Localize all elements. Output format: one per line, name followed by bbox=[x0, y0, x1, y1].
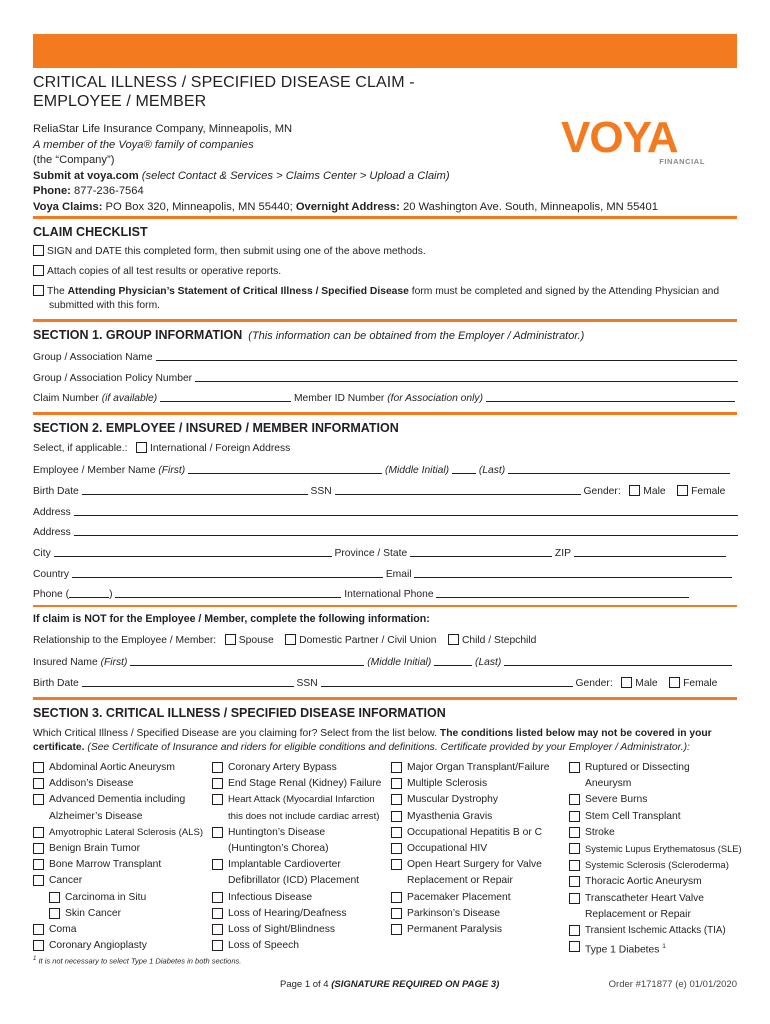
checkbox[interactable] bbox=[33, 827, 44, 838]
page-footer bbox=[280, 979, 499, 990]
footnote-mark: 1 bbox=[662, 943, 666, 951]
field-label: Province / State bbox=[334, 548, 408, 559]
field-note: (Last) bbox=[478, 465, 506, 476]
field-label: Address bbox=[33, 527, 71, 538]
checkbox[interactable] bbox=[212, 908, 223, 919]
field-note: (Middle Initial) bbox=[367, 657, 432, 668]
address-field[interactable] bbox=[74, 525, 738, 536]
condition-label: Alzheimer’s Disease bbox=[49, 810, 143, 822]
claims-label: Voya Claims: bbox=[33, 200, 103, 213]
company-alias: (the “Company”) bbox=[33, 154, 115, 167]
condition-label: Myasthenia Gravis bbox=[407, 810, 493, 822]
field-note: (if available) bbox=[101, 393, 158, 404]
submit-label[interactable]: Submit at voya.com bbox=[33, 169, 139, 182]
checkbox[interactable] bbox=[33, 843, 44, 854]
signature-note: (SIGNATURE REQUIRED ON PAGE 3) bbox=[331, 979, 500, 990]
field-label: Birth Date bbox=[33, 678, 79, 689]
checkbox[interactable] bbox=[33, 285, 44, 296]
footnote-mark: 1 bbox=[33, 956, 37, 962]
title-line-1: CRITICAL ILLNESS / SPECIFIED DISEASE CLAIM - bbox=[33, 74, 415, 91]
checkbox[interactable] bbox=[33, 265, 44, 276]
overnight-label: Overnight Address: bbox=[295, 200, 400, 213]
checkbox[interactable] bbox=[49, 908, 60, 919]
section2-heading: SECTION 2. EMPLOYEE / INSURED / MEMBER INFORMATION bbox=[33, 421, 399, 435]
overnight-address: 20 Washington Ave. South, Minneapolis, MN 55401 bbox=[402, 200, 658, 213]
condition-label: Loss of Speech bbox=[228, 940, 299, 952]
conditions-col-1 bbox=[33, 760, 203, 954]
field-note: (First) bbox=[158, 465, 186, 476]
checklist-item-2 bbox=[33, 265, 281, 279]
checkbox[interactable] bbox=[212, 940, 223, 951]
header-bar bbox=[33, 34, 737, 68]
footnote-text: It is not necessary to select Type 1 Diabetes in both sections. bbox=[38, 956, 242, 966]
checklist-text: form must be completed and signed by the Attending Physician and bbox=[411, 286, 720, 297]
condition-label: Pacemaker Placement bbox=[407, 891, 511, 903]
checkbox[interactable] bbox=[391, 827, 402, 838]
condition-label: Replacement or Repair bbox=[407, 875, 513, 887]
condition-label: Stroke bbox=[585, 826, 615, 838]
field-note: (Middle Initial) bbox=[384, 465, 450, 476]
field-label: Female bbox=[683, 678, 718, 689]
claim-number-row bbox=[33, 391, 735, 405]
divider bbox=[33, 216, 737, 219]
divider bbox=[33, 605, 737, 607]
question-note: (See Certificate of Insurance and riders for eligible conditions and definitions. Certificate provided by your Employer / Administrator.): bbox=[87, 742, 690, 753]
middle-initial-field[interactable] bbox=[452, 463, 476, 474]
section1-heading bbox=[33, 327, 584, 344]
male-checkbox[interactable] bbox=[629, 485, 640, 496]
checkbox[interactable] bbox=[391, 778, 402, 789]
province-field[interactable] bbox=[410, 546, 552, 557]
checkbox[interactable] bbox=[33, 940, 44, 951]
checkbox[interactable] bbox=[212, 762, 223, 773]
phone-field[interactable] bbox=[115, 587, 341, 598]
conditions-col-4 bbox=[569, 760, 742, 959]
intl-phone-field[interactable] bbox=[436, 587, 689, 598]
field-label: Phone ( bbox=[33, 589, 70, 600]
group-name-row bbox=[33, 350, 737, 364]
condition-label: this does not include cardiac arrest) bbox=[228, 810, 380, 822]
insured-name-row bbox=[33, 655, 732, 669]
field-label: Select, if applicable.: bbox=[33, 443, 128, 454]
condition-label: Systemic Lupus Erythematosus (SLE) bbox=[585, 844, 742, 855]
checkbox[interactable] bbox=[49, 892, 60, 903]
condition-label: Benign Brain Tumor bbox=[49, 843, 141, 855]
field-note: (Last) bbox=[475, 657, 502, 668]
field-label: Child / Stepchild bbox=[461, 635, 537, 646]
condition-label: Coma bbox=[49, 924, 77, 936]
checkbox[interactable] bbox=[33, 924, 44, 935]
condition-label: Abdominal Aortic Aneurysm bbox=[49, 762, 175, 773]
question-bold: certificate. bbox=[33, 742, 85, 753]
section-note: (This information can be obtained from the Employer / Administrator.) bbox=[248, 330, 585, 342]
field-label: Email bbox=[385, 569, 412, 580]
zip-field[interactable] bbox=[574, 546, 726, 557]
condition-label: Coronary Angioplasty bbox=[49, 940, 147, 952]
field-label: Country bbox=[33, 569, 70, 580]
last-name-field[interactable] bbox=[508, 463, 730, 474]
condition-label: Bone Marrow Transplant bbox=[49, 859, 162, 871]
checkbox[interactable] bbox=[569, 941, 580, 952]
field-label: Claim Number bbox=[33, 393, 99, 404]
field-label: International Phone bbox=[344, 589, 434, 600]
field-label: City bbox=[33, 548, 51, 559]
field-label: Gender: bbox=[575, 678, 613, 689]
condition-label: Skin Cancer bbox=[65, 907, 122, 919]
divider bbox=[33, 412, 737, 415]
domestic-partner-checkbox[interactable] bbox=[285, 634, 296, 645]
checkbox[interactable] bbox=[569, 762, 580, 773]
city-row bbox=[33, 546, 726, 560]
condition-label: Muscular Dystrophy bbox=[407, 794, 498, 806]
condition-label: Advanced Dementia including bbox=[49, 794, 186, 806]
section3-question bbox=[33, 727, 737, 755]
insured-female-checkbox[interactable] bbox=[669, 677, 680, 688]
checkbox[interactable] bbox=[33, 794, 44, 805]
question-text: Which Critical Illness / Specified Disease are you claiming for? Select from the list below. bbox=[33, 728, 438, 739]
divider bbox=[33, 319, 737, 322]
checkbox[interactable] bbox=[569, 876, 580, 887]
condition-label: End Stage Renal (Kidney) Failure bbox=[228, 778, 382, 790]
field-label: Group / Association Policy Number bbox=[33, 373, 193, 384]
claim-number-field[interactable] bbox=[160, 391, 291, 402]
first-name-field[interactable] bbox=[188, 463, 382, 474]
condition-label: Stem Cell Transplant bbox=[585, 810, 681, 822]
checklist-bold: Attending Physician’s Statement of Critical Illness / Specified Disease bbox=[67, 286, 409, 297]
checkbox[interactable] bbox=[569, 893, 580, 904]
insured-birth-ssn-row bbox=[33, 676, 717, 690]
checklist-text: submitted with this form. bbox=[49, 300, 161, 311]
checklist-text: The bbox=[47, 286, 65, 297]
divider bbox=[33, 697, 737, 700]
checkbox[interactable] bbox=[33, 859, 44, 870]
condition-label: Huntington’s Disease bbox=[228, 826, 326, 838]
field-label: SSN bbox=[310, 486, 332, 497]
field-label: Male bbox=[643, 486, 666, 497]
phone-label: Phone: bbox=[33, 185, 71, 198]
field-label: Member ID Number bbox=[293, 393, 385, 404]
intl-address-checkbox[interactable] bbox=[136, 442, 147, 453]
field-label: ZIP bbox=[554, 548, 571, 559]
condition-label: Severe Burns bbox=[585, 794, 648, 806]
condition-label: Loss of Hearing/Deafness bbox=[228, 907, 347, 919]
field-label: Spouse bbox=[238, 635, 274, 646]
checkbox[interactable] bbox=[391, 762, 402, 773]
checkbox[interactable] bbox=[569, 827, 580, 838]
insured-ssn-field[interactable] bbox=[321, 676, 573, 687]
condition-label: Parkinson’s Disease bbox=[407, 907, 501, 919]
checklist-item-1 bbox=[33, 245, 426, 259]
condition-label: Addison’s Disease bbox=[49, 778, 134, 790]
checkbox[interactable] bbox=[391, 859, 402, 870]
employee-name-row bbox=[33, 463, 730, 477]
checkbox[interactable] bbox=[33, 875, 44, 886]
address-row-1 bbox=[33, 505, 738, 519]
condition-label: Type 1 Diabetes bbox=[585, 944, 660, 956]
female-checkbox[interactable] bbox=[677, 485, 688, 496]
condition-label: Heart Attack (Myocardial Infarction bbox=[228, 794, 375, 806]
field-label: Relationship to the Employee / Member: bbox=[33, 635, 217, 646]
checkbox[interactable] bbox=[212, 827, 223, 838]
condition-label: (Huntington’s Chorea) bbox=[228, 843, 329, 855]
condition-label: Replacement or Repair bbox=[585, 908, 691, 920]
group-name-field[interactable] bbox=[156, 350, 737, 361]
condition-label: Cancer bbox=[49, 875, 83, 887]
checklist-text: Attach copies of all test results or operative reports. bbox=[47, 266, 282, 277]
conditions-col-2 bbox=[212, 760, 381, 954]
checkbox[interactable] bbox=[212, 794, 223, 805]
checkbox[interactable] bbox=[212, 892, 223, 903]
insured-last-field[interactable] bbox=[504, 655, 732, 666]
checkbox[interactable] bbox=[569, 811, 580, 822]
city-field[interactable] bbox=[54, 546, 332, 557]
condition-label: Defibrillator (ICD) Placement bbox=[228, 875, 360, 887]
checkbox[interactable] bbox=[33, 778, 44, 789]
member-of: A member of the Voya® family of companies bbox=[33, 138, 254, 151]
field-label: Insured Name bbox=[33, 657, 98, 668]
condition-label: Occupational HIV bbox=[407, 843, 488, 855]
checkbox[interactable] bbox=[391, 811, 402, 822]
field-label: SSN bbox=[296, 678, 318, 689]
insured-birth-field[interactable] bbox=[82, 676, 294, 687]
footnote bbox=[33, 956, 241, 966]
field-note: (for Association only) bbox=[387, 393, 483, 404]
select-row bbox=[33, 442, 290, 455]
condition-label: Systemic Sclerosis (Scleroderma) bbox=[585, 860, 729, 872]
insured-first-field[interactable] bbox=[130, 655, 364, 666]
condition-label: Implantable Cardioverter bbox=[228, 859, 341, 871]
country-row bbox=[33, 567, 732, 581]
checkbox[interactable] bbox=[569, 843, 580, 854]
logo-sub: FINANCIAL bbox=[659, 157, 705, 166]
condition-label: Amyotrophic Lateral Sclerosis (ALS) bbox=[49, 826, 204, 838]
address-row-2 bbox=[33, 525, 738, 539]
conditions-col-3 bbox=[391, 760, 550, 938]
policy-number-field[interactable] bbox=[195, 371, 738, 382]
phone-row bbox=[33, 587, 689, 601]
condition-label: Permanent Paralysis bbox=[407, 924, 502, 936]
field-label: Male bbox=[635, 678, 658, 689]
field-label: Domestic Partner / Civil Union bbox=[299, 635, 437, 646]
condition-label: Major Organ Transplant/Failure bbox=[407, 762, 550, 773]
page-number: Page 1 of 4 bbox=[280, 979, 329, 990]
condition-label: Aneurysm bbox=[585, 778, 632, 790]
form-title bbox=[33, 73, 415, 111]
checklist-item-3 bbox=[33, 285, 737, 313]
insured-male-checkbox[interactable] bbox=[621, 677, 632, 688]
condition-label: Coronary Artery Bypass bbox=[228, 762, 337, 773]
checkbox[interactable] bbox=[569, 925, 580, 936]
condition-label: Occupational Hepatitis B or C bbox=[407, 826, 543, 838]
checklist-text: SIGN and DATE this completed form, then submit using one of the above methods. bbox=[47, 246, 426, 257]
claims-address: PO Box 320, Minneapolis, MN 55440; bbox=[105, 200, 293, 213]
area-code-field[interactable] bbox=[69, 587, 109, 598]
section3-heading: SECTION 3. CRITICAL ILLNESS / SPECIFIED DISEASE INFORMATION bbox=[33, 706, 446, 720]
field-note: (First) bbox=[100, 657, 128, 668]
not-employee-heading: If claim is NOT for the Employee / Member, complete the following information: bbox=[33, 613, 430, 625]
field-label: International / Foreign Address bbox=[150, 443, 291, 454]
condition-label: Transient Ischemic Attacks (TIA) bbox=[585, 925, 726, 937]
condition-label: Infectious Disease bbox=[228, 891, 313, 903]
condition-label: Thoracic Aortic Aneurysm bbox=[585, 876, 702, 888]
condition-label: Transcatheter Heart Valve bbox=[585, 892, 705, 904]
checkbox[interactable] bbox=[212, 924, 223, 935]
birth-ssn-row bbox=[33, 484, 725, 498]
checkbox[interactable] bbox=[212, 859, 223, 870]
field-label: ) bbox=[109, 589, 113, 600]
checkbox[interactable] bbox=[391, 892, 402, 903]
checkbox[interactable] bbox=[391, 924, 402, 935]
child-checkbox[interactable] bbox=[448, 634, 459, 645]
condition-label: Carcinoma in Situ bbox=[65, 891, 147, 903]
field-label: Group / Association Name bbox=[33, 352, 153, 363]
order-number: Order #171877 (e) 01/01/2020 bbox=[608, 979, 737, 990]
field-label: Address bbox=[33, 507, 71, 518]
field-label: Birth Date bbox=[33, 486, 79, 497]
checkbox[interactable] bbox=[212, 778, 223, 789]
field-label: Employee / Member Name bbox=[33, 465, 156, 476]
field-label: Gender: bbox=[583, 486, 621, 497]
member-id-field[interactable] bbox=[486, 391, 735, 402]
checklist-heading: CLAIM CHECKLIST bbox=[33, 225, 148, 239]
submit-path: (select Contact & Services > Claims Center > Upload a Claim) bbox=[141, 169, 450, 182]
checkbox[interactable] bbox=[391, 843, 402, 854]
relationship-row bbox=[33, 634, 536, 647]
logo-word: VOYA bbox=[561, 113, 678, 162]
voya-logo bbox=[561, 113, 711, 170]
phone-number: 877-236-7564 bbox=[74, 185, 144, 198]
birth-date-field[interactable] bbox=[82, 484, 308, 495]
email-field[interactable] bbox=[414, 567, 732, 578]
address-field[interactable] bbox=[74, 505, 738, 516]
checkbox[interactable] bbox=[391, 908, 402, 919]
company-name: ReliaStar Life Insurance Company, Minneapolis, MN bbox=[33, 123, 293, 135]
policy-number-row bbox=[33, 371, 738, 385]
checkbox[interactable] bbox=[569, 860, 580, 871]
field-label: Female bbox=[691, 486, 726, 497]
condition-label: Ruptured or Dissecting bbox=[585, 762, 690, 773]
country-field[interactable] bbox=[72, 567, 383, 578]
question-bold: The conditions listed below may not be covered in your bbox=[439, 728, 712, 739]
checkbox[interactable] bbox=[33, 762, 44, 773]
checkbox[interactable] bbox=[391, 794, 402, 805]
ssn-field[interactable] bbox=[335, 484, 581, 495]
condition-label: Open Heart Surgery for Valve bbox=[407, 859, 542, 871]
condition-label: Loss of Sight/Blindness bbox=[228, 924, 336, 936]
insured-middle-field[interactable] bbox=[434, 655, 472, 666]
checkbox[interactable] bbox=[569, 794, 580, 805]
spouse-checkbox[interactable] bbox=[225, 634, 236, 645]
condition-label: Multiple Sclerosis bbox=[407, 778, 488, 790]
checkbox[interactable] bbox=[33, 245, 44, 256]
section-title: SECTION 1. GROUP INFORMATION bbox=[33, 328, 243, 342]
title-line-2: EMPLOYEE / MEMBER bbox=[33, 93, 207, 110]
